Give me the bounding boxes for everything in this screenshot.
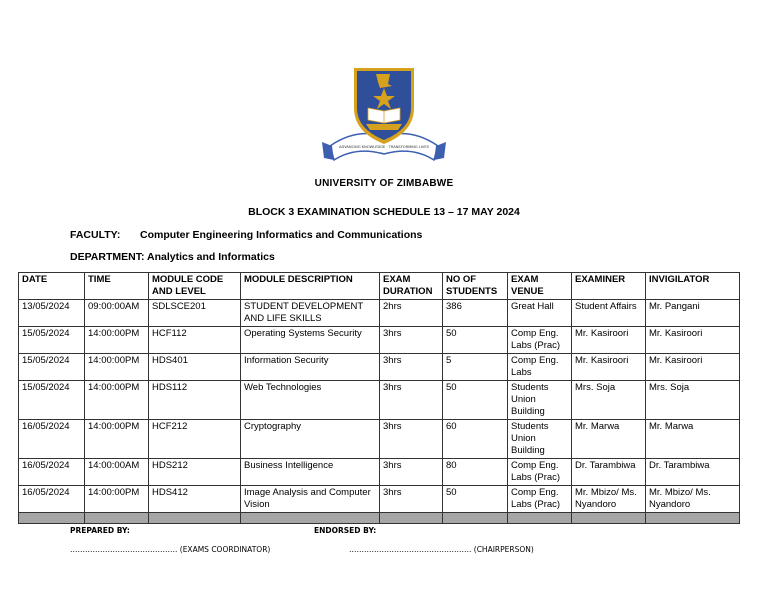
table-cell: Mrs. Soja xyxy=(646,381,740,420)
table-cell: 14:00:00PM xyxy=(85,381,149,420)
table-row xyxy=(19,300,740,327)
table-cell: 2hrs xyxy=(380,300,443,327)
table-cell: Mr. Marwa xyxy=(572,420,646,459)
table-cell: Operating Systems Security xyxy=(241,327,380,354)
department-line xyxy=(70,251,275,263)
filler-cell xyxy=(85,513,149,524)
filler-cell xyxy=(646,513,740,524)
filler-cell xyxy=(508,513,572,524)
table-cell: Mr. Kasiroori xyxy=(646,354,740,381)
prepared-by-label: PREPARED BY: xyxy=(70,526,130,535)
table-cell: Students Union Building xyxy=(508,381,572,420)
table-cell: 14:00:00PM xyxy=(85,327,149,354)
column-header: EXAM DURATION xyxy=(380,273,443,300)
column-header: TIME xyxy=(85,273,149,300)
table-cell: 3hrs xyxy=(380,354,443,381)
chairperson-signature-line: …………………………………………. (CHAIRPERSON) xyxy=(349,545,534,554)
table-row xyxy=(19,327,740,354)
table-cell: Image Analysis and Computer Vision xyxy=(241,486,380,513)
column-header: EXAMINER xyxy=(572,273,646,300)
svg-text:ADVANCING KNOWLEDGE · TRANSFOR: ADVANCING KNOWLEDGE · TRANSFORMING LIVES xyxy=(339,145,429,149)
table-cell: Comp Eng. Labs xyxy=(508,354,572,381)
table-cell: 14:00:00PM xyxy=(85,354,149,381)
table-cell: 14:00:00AM xyxy=(85,459,149,486)
table-cell: HCF212 xyxy=(149,420,241,459)
table-cell: 13/05/2024 xyxy=(19,300,85,327)
filler-cell xyxy=(19,513,85,524)
table-cell: Mr. Pangani xyxy=(646,300,740,327)
table-cell: 386 xyxy=(443,300,508,327)
filler-cell xyxy=(380,513,443,524)
faculty-value: Computer Engineering Informatics and Communications xyxy=(140,229,423,241)
filler-cell xyxy=(443,513,508,524)
table-cell: Students Union Building xyxy=(508,420,572,459)
table-cell: HDS112 xyxy=(149,381,241,420)
table-cell: 5 xyxy=(443,354,508,381)
table-cell: 16/05/2024 xyxy=(19,420,85,459)
table-cell: Mrs. Soja xyxy=(572,381,646,420)
faculty-label: FACULTY: xyxy=(70,229,121,241)
table-cell: Comp Eng. Labs (Prac) xyxy=(508,459,572,486)
column-header: DATE xyxy=(19,273,85,300)
table-cell: 14:00:00PM xyxy=(85,420,149,459)
table-cell: Mr. Kasiroori xyxy=(572,354,646,381)
table-cell: Cryptography xyxy=(241,420,380,459)
table-filler-row xyxy=(19,513,740,524)
table-cell: SDLSCE201 xyxy=(149,300,241,327)
table-cell: 80 xyxy=(443,459,508,486)
table-row xyxy=(19,459,740,486)
table-cell: STUDENT DEVELOPMENT AND LIFE SKILLS xyxy=(241,300,380,327)
table-cell: 50 xyxy=(443,486,508,513)
table-cell: 15/05/2024 xyxy=(19,381,85,420)
table-cell: Mr. Mbizo/ Ms. Nyandoro xyxy=(572,486,646,513)
column-header: NO OF STUDENTS xyxy=(443,273,508,300)
table-cell: 3hrs xyxy=(380,381,443,420)
table-cell: 16/05/2024 xyxy=(19,459,85,486)
table-cell: Web Technologies xyxy=(241,381,380,420)
column-header: INVIGILATOR xyxy=(646,273,740,300)
table-cell: HCF112 xyxy=(149,327,241,354)
table-cell: Dr. Tarambiwa xyxy=(572,459,646,486)
table-cell: 3hrs xyxy=(380,486,443,513)
table-cell: Comp Eng. Labs (Prac) xyxy=(508,486,572,513)
table-cell: 14:00:00PM xyxy=(85,486,149,513)
table-cell: Comp Eng. Labs (Prac) xyxy=(508,327,572,354)
table-header-row xyxy=(19,273,740,300)
table-cell: 3hrs xyxy=(380,420,443,459)
table-row xyxy=(19,420,740,459)
table-cell: Information Security xyxy=(241,354,380,381)
faculty-line xyxy=(70,229,422,241)
table-row xyxy=(19,486,740,513)
schedule-title: BLOCK 3 EXAMINATION SCHEDULE 13 – 17 MAY 2024 xyxy=(248,206,520,218)
university-name: UNIVERSITY OF ZIMBABWE xyxy=(314,178,454,189)
filler-cell xyxy=(149,513,241,524)
table-cell: Great Hall xyxy=(508,300,572,327)
endorsed-by-label: ENDORSED BY: xyxy=(314,526,377,535)
table-cell: 3hrs xyxy=(380,459,443,486)
table-cell: HDS401 xyxy=(149,354,241,381)
coordinator-signature-line: ……………………………………. (EXAMS COORDINATOR) xyxy=(70,545,271,554)
exam-schedule-table xyxy=(18,272,740,524)
table-cell: 15/05/2024 xyxy=(19,354,85,381)
filler-cell xyxy=(572,513,646,524)
table-cell: HDS212 xyxy=(149,459,241,486)
table-cell: Student Affairs xyxy=(572,300,646,327)
table-cell: Business Intelligence xyxy=(241,459,380,486)
table-row xyxy=(19,354,740,381)
table-cell: 16/05/2024 xyxy=(19,486,85,513)
table-cell: 50 xyxy=(443,381,508,420)
department-value: Analytics and Informatics xyxy=(147,251,275,263)
university-crest-icon xyxy=(316,62,452,174)
table-cell: 09:00:00AM xyxy=(85,300,149,327)
table-cell: HDS412 xyxy=(149,486,241,513)
table-cell: Dr. Tarambiwa xyxy=(646,459,740,486)
table-cell: Mr. Marwa xyxy=(646,420,740,459)
column-header: MODULE DESCRIPTION xyxy=(241,273,380,300)
table-cell: 3hrs xyxy=(380,327,443,354)
table-cell: Mr. Kasiroori xyxy=(646,327,740,354)
filler-cell xyxy=(241,513,380,524)
column-header: MODULE CODE AND LEVEL xyxy=(149,273,241,300)
table-row xyxy=(19,381,740,420)
table-cell: 50 xyxy=(443,327,508,354)
table-cell: Mr. Kasiroori xyxy=(572,327,646,354)
column-header: EXAM VENUE xyxy=(508,273,572,300)
table-cell: Mr. Mbizo/ Ms. Nyandoro xyxy=(646,486,740,513)
table-cell: 60 xyxy=(443,420,508,459)
department-label: DEPARTMENT: xyxy=(70,251,145,263)
table-cell: 15/05/2024 xyxy=(19,327,85,354)
